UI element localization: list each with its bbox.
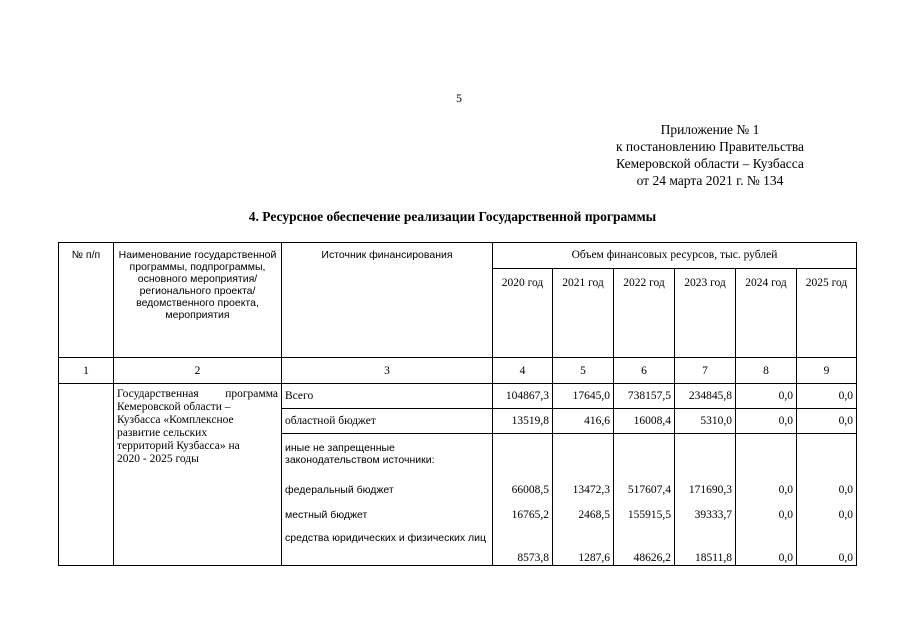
table-row bbox=[59, 384, 857, 409]
header-name: Наименование государственной программы, подпрограммы, основного мероприятия/ регионального проекта/ведомственного проекта, мероприятия bbox=[114, 243, 282, 358]
column-number: 7 bbox=[675, 358, 736, 384]
program-name-line: 2020 - 2025 годы bbox=[117, 453, 199, 465]
appendix-block bbox=[560, 121, 860, 189]
program-name-line: развитие сельских bbox=[117, 427, 208, 439]
value-cell: 416,6 bbox=[553, 409, 614, 434]
value-cell: 0,0 bbox=[736, 503, 797, 528]
empty-cell bbox=[797, 434, 857, 478]
program-name-line: Кемеровской области – bbox=[117, 401, 231, 413]
column-number: 6 bbox=[614, 358, 675, 384]
empty-cell bbox=[553, 434, 614, 478]
column-number: 4 bbox=[493, 358, 553, 384]
value-cell: 1287,6 bbox=[553, 528, 614, 566]
value-cell: 0,0 bbox=[797, 478, 857, 503]
source-cell: иные не запрещенные законодательством источники: bbox=[282, 434, 493, 478]
column-number: 8 bbox=[736, 358, 797, 384]
value-cell: 0,0 bbox=[736, 528, 797, 566]
value-cell: 0,0 bbox=[736, 384, 797, 409]
value-cell: 104867,3 bbox=[493, 384, 553, 409]
appendix-line: Приложение № 1 bbox=[660, 122, 760, 137]
document-title: 4. Ресурсное обеспечение реализации Государственной программы bbox=[248, 209, 657, 224]
value-cell: 66008,5 bbox=[493, 478, 553, 503]
resource-table bbox=[58, 242, 857, 566]
value-cell: 0,0 bbox=[797, 503, 857, 528]
header-year: 2023 год bbox=[675, 269, 736, 358]
header-year: 2020 год bbox=[493, 269, 553, 358]
value-cell: 16008,4 bbox=[614, 409, 675, 434]
value-cell: 39333,7 bbox=[675, 503, 736, 528]
header-source: Источник финансирования bbox=[282, 243, 493, 358]
row-number-cell bbox=[59, 384, 114, 566]
header-num: № п/п bbox=[59, 243, 114, 358]
page-number: 5 bbox=[456, 91, 462, 105]
source-cell: Всего bbox=[282, 384, 493, 409]
empty-cell bbox=[675, 434, 736, 478]
column-number: 1 bbox=[59, 358, 114, 384]
appendix-line: от 24 марта 2021 г. № 134 bbox=[636, 173, 784, 188]
value-cell: 13472,3 bbox=[553, 478, 614, 503]
empty-cell bbox=[493, 434, 553, 478]
value-cell: 0,0 bbox=[797, 528, 857, 566]
value-cell: 13519,8 bbox=[493, 409, 553, 434]
column-number: 2 bbox=[114, 358, 282, 384]
program-name-cell bbox=[114, 384, 282, 566]
value-cell: 0,0 bbox=[797, 409, 857, 434]
column-number: 3 bbox=[282, 358, 493, 384]
source-cell: местный бюджет bbox=[282, 503, 493, 528]
value-cell: 2468,5 bbox=[553, 503, 614, 528]
header-year: 2021 год bbox=[553, 269, 614, 358]
value-cell: 0,0 bbox=[797, 384, 857, 409]
appendix-line: к постановлению Правительства bbox=[615, 139, 805, 154]
appendix-line: Кемеровской области – Кузбасса bbox=[616, 156, 804, 171]
value-cell: 155915,5 bbox=[614, 503, 675, 528]
header-year: 2024 год bbox=[736, 269, 797, 358]
value-cell: 517607,4 bbox=[614, 478, 675, 503]
empty-cell bbox=[736, 434, 797, 478]
program-name-line: территорий Кузбасса» на bbox=[117, 440, 240, 452]
source-cell: областной бюджет bbox=[282, 409, 493, 434]
program-name-line: Кузбасса «Комплексное bbox=[117, 414, 234, 426]
value-cell: 171690,3 bbox=[675, 478, 736, 503]
column-number: 5 bbox=[553, 358, 614, 384]
value-cell: 234845,8 bbox=[675, 384, 736, 409]
column-number: 9 bbox=[797, 358, 857, 384]
value-cell: 16765,2 bbox=[493, 503, 553, 528]
value-cell: 18511,8 bbox=[675, 528, 736, 566]
program-name-line: Государственная программа bbox=[117, 388, 278, 400]
source-cell: средства юридических и физических лиц bbox=[282, 528, 493, 566]
header-year: 2025 год bbox=[797, 269, 857, 358]
value-cell: 8573,8 bbox=[493, 528, 553, 566]
value-cell: 0,0 bbox=[736, 478, 797, 503]
value-cell: 0,0 bbox=[736, 409, 797, 434]
value-cell: 738157,5 bbox=[614, 384, 675, 409]
value-cell: 17645,0 bbox=[553, 384, 614, 409]
empty-cell bbox=[614, 434, 675, 478]
value-cell: 5310,0 bbox=[675, 409, 736, 434]
value-cell: 48626,2 bbox=[614, 528, 675, 566]
header-year: 2022 год bbox=[614, 269, 675, 358]
source-cell: федеральный бюджет bbox=[282, 478, 493, 503]
header-volume: Объем финансовых ресурсов, тыс. рублей bbox=[493, 243, 857, 269]
